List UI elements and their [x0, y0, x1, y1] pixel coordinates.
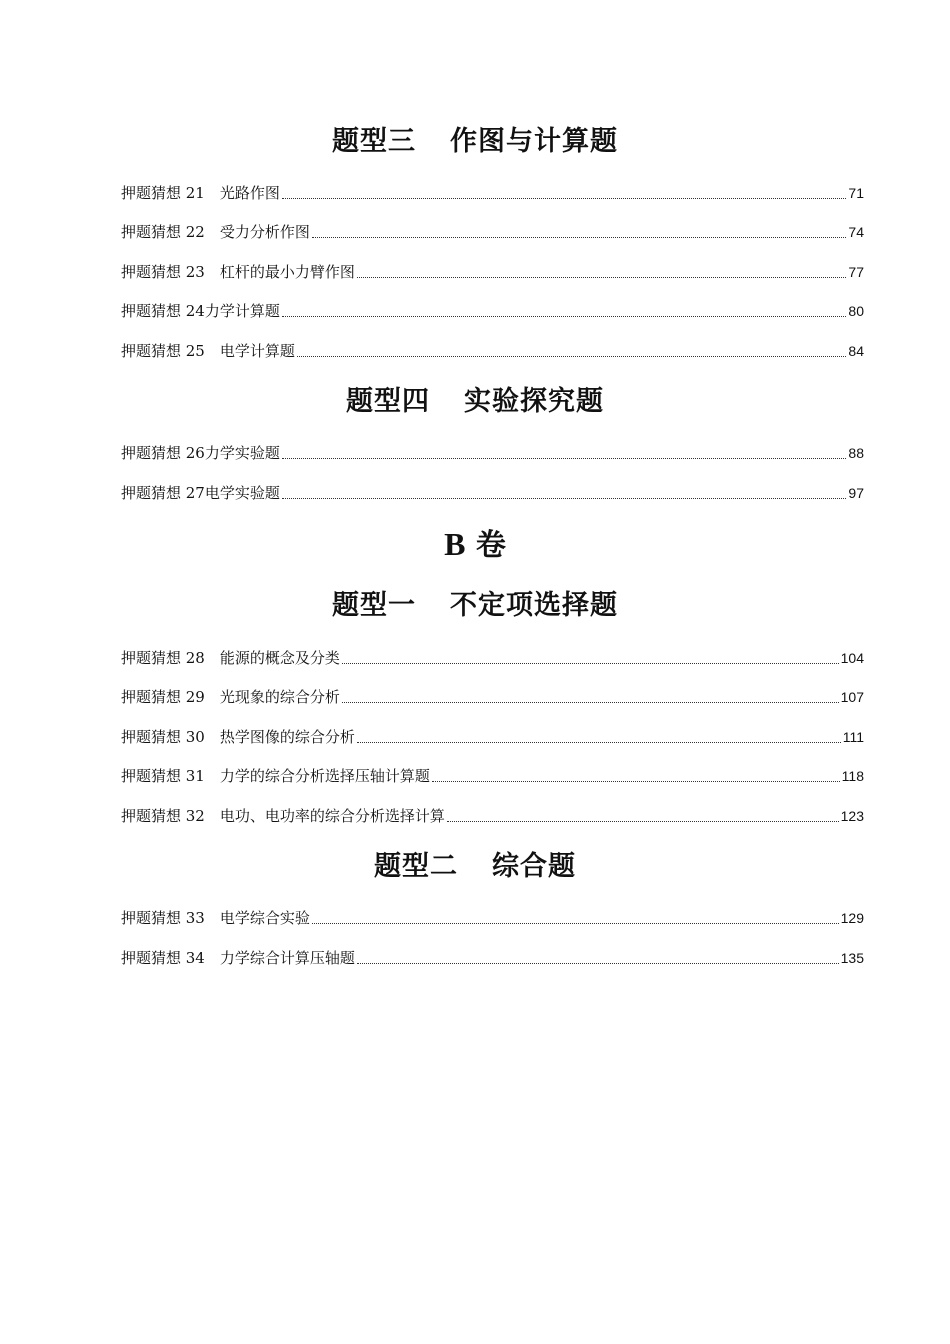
dot-leader — [357, 277, 847, 278]
entry-page-number: 74 — [848, 224, 864, 240]
section-type-label: 题型一 — [332, 590, 416, 621]
entry-title: 光现象的综合分析 — [219, 688, 340, 706]
dot-leader — [342, 663, 839, 664]
section-title-type-4 — [0, 384, 950, 420]
toc-entry-28[interactable] — [121, 644, 864, 668]
entry-page-number: 84 — [848, 343, 864, 359]
entry-sep — [205, 908, 220, 928]
entry-title: 杠杆的最小力臂作图 — [219, 263, 355, 281]
entry-label: 押题猜想 33 — [121, 909, 205, 927]
section-type-name: 综合题 — [492, 851, 576, 882]
entry-page-number: 77 — [848, 264, 864, 280]
entry-label: 押题猜想 30 — [121, 728, 205, 746]
entry-sep — [205, 262, 220, 282]
entry-title: 电学实验题 — [204, 484, 280, 502]
dot-leader — [357, 963, 839, 964]
entry-label: 押题猜想 26 — [121, 444, 205, 462]
section-type-label: 题型三 — [332, 126, 416, 157]
entry-title: 光路作图 — [219, 184, 280, 202]
entry-label: 押题猜想 29 — [121, 688, 205, 706]
entry-label: 押题猜想 25 — [121, 342, 205, 360]
dot-leader — [282, 458, 847, 459]
toc-entry-27[interactable] — [121, 479, 864, 503]
section-title-type-1 — [0, 588, 950, 624]
toc-entry-25[interactable] — [121, 337, 864, 361]
entry-title: 电功、电功率的综合分析选择计算 — [219, 807, 445, 825]
toc-entry-26[interactable] — [121, 439, 864, 463]
volume-title — [0, 525, 950, 565]
dot-leader — [432, 781, 840, 782]
entry-label: 押题猜想 22 — [121, 223, 205, 241]
entry-page-number: 118 — [841, 768, 864, 784]
entry-sep — [205, 766, 220, 786]
entry-label: 押题猜想 34 — [121, 949, 205, 967]
dot-leader — [282, 316, 847, 317]
entry-page-number: 97 — [848, 485, 864, 501]
section-type-label: 题型四 — [346, 386, 430, 417]
toc-entry-30[interactable] — [121, 723, 864, 747]
section-title-type-2 — [0, 849, 950, 885]
entry-sep — [205, 648, 220, 668]
entry-title: 能源的概念及分类 — [219, 649, 340, 667]
entry-title: 热学图像的综合分析 — [219, 728, 355, 746]
entry-label: 押题猜想 31 — [121, 767, 205, 785]
toc-entry-22[interactable] — [121, 218, 864, 242]
entry-title: 电学计算题 — [219, 342, 295, 360]
toc-entry-34[interactable] — [121, 944, 864, 968]
section-type-name: 作图与计算题 — [450, 126, 618, 157]
entry-title: 力学计算题 — [204, 302, 280, 320]
entry-sep — [205, 183, 220, 203]
toc-entry-23[interactable] — [121, 258, 864, 282]
entry-sep — [205, 948, 220, 968]
volume-letter: B — [444, 526, 466, 562]
entry-label: 押题猜想 23 — [121, 263, 205, 281]
dot-leader — [297, 356, 847, 357]
entry-sep — [205, 341, 220, 361]
dot-leader — [312, 923, 839, 924]
entry-sep — [205, 806, 220, 826]
entry-label: 押题猜想 24 — [121, 302, 205, 320]
entry-page-number: 135 — [840, 950, 864, 966]
entry-sep — [205, 222, 220, 242]
entry-label: 押题猜想 28 — [121, 649, 205, 667]
toc-entry-33[interactable] — [121, 904, 864, 928]
section-type-name: 实验探究题 — [464, 386, 604, 417]
section-title-type-3 — [0, 124, 950, 160]
entry-page-number: 123 — [840, 808, 864, 824]
entry-sep — [205, 687, 220, 707]
dot-leader — [282, 498, 847, 499]
entry-page-number: 111 — [842, 729, 864, 745]
entry-title: 力学实验题 — [204, 444, 280, 462]
entry-sep — [205, 727, 220, 747]
entry-title: 电学综合实验 — [219, 909, 310, 927]
toc-entry-31[interactable] — [121, 762, 864, 786]
toc-entry-29[interactable] — [121, 683, 864, 707]
dot-leader — [282, 198, 847, 199]
entry-page-number: 104 — [840, 650, 864, 666]
section-type-name: 不定项选择题 — [450, 590, 618, 621]
dot-leader — [312, 237, 847, 238]
entry-title: 力学综合计算压轴题 — [219, 949, 355, 967]
entry-label: 押题猜想 32 — [121, 807, 205, 825]
entry-page-number: 80 — [848, 303, 864, 319]
entry-page-number: 107 — [840, 689, 864, 705]
entry-title: 受力分析作图 — [219, 223, 310, 241]
toc-entry-24[interactable] — [121, 297, 864, 321]
entry-label: 押题猜想 27 — [121, 484, 205, 502]
entry-page-number: 71 — [848, 185, 864, 201]
toc-entry-32[interactable] — [121, 802, 864, 826]
entry-label: 押题猜想 21 — [121, 184, 205, 202]
entry-page-number: 88 — [848, 445, 864, 461]
dot-leader — [342, 702, 839, 703]
dot-leader — [447, 821, 839, 822]
section-type-label: 题型二 — [374, 851, 458, 882]
volume-suffix: 卷 — [475, 528, 506, 563]
dot-leader — [357, 742, 841, 743]
toc-entry-21[interactable] — [121, 179, 864, 203]
entry-title: 力学的综合分析选择压轴计算题 — [219, 767, 430, 785]
entry-page-number: 129 — [840, 910, 864, 926]
